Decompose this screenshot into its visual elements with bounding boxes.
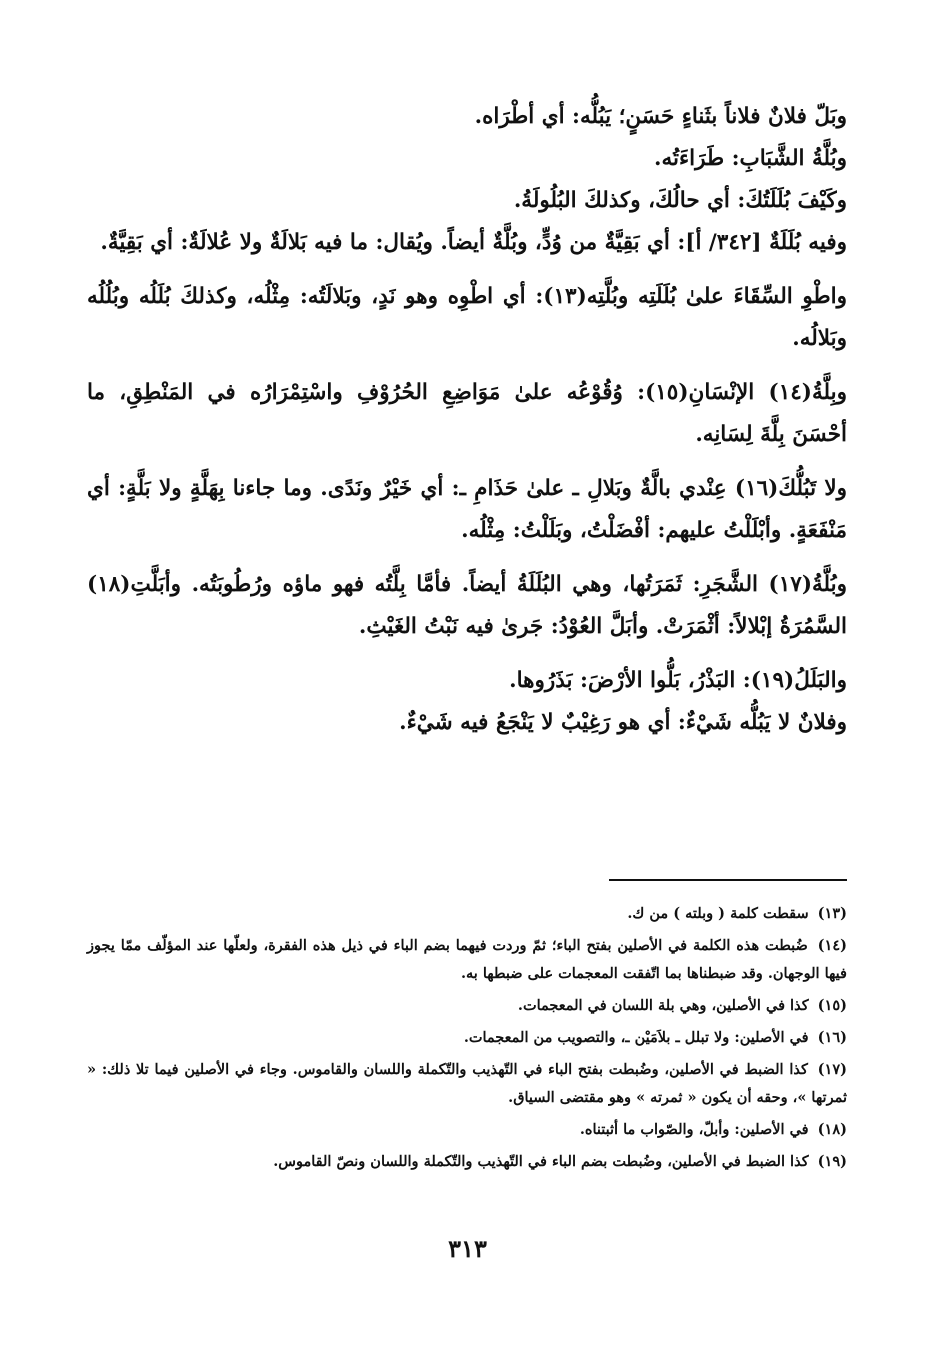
footnote-text: ضُبطت هذه الكلمة في الأصلين بفتح الباء؛ ثمّ وردت فيهما بضم الباء في ذيل هذه الفقرة، ولعلّها عند المؤلّف ممّا يجوز فيها الوجهان. وقد ضبطناها بما اتّفقت المعجمات على ضبطها به.	[87, 937, 847, 982]
footnote	[87, 1116, 847, 1144]
paragraph: وفيه بُلَلَةٌ [٣٤٢/ أ]: أي بَقِيَّةٌ من وُدٍّ، وبُلَّةٌ أيضاً. ويُقال: ما فيه بَلالَةٌ ولا عُلالَةٌ: أي بَقِيَّةٌ.	[100, 230, 847, 255]
footnote	[87, 1148, 847, 1176]
paragraph: وبِلَّةُ(١٤) الإنْسَانِ(١٥): وُقُوْعُه علىٰ مَوَاضِعِ الحُرُوْفِ واسْتِمْرَارُه في المَنْطِقِ، ما أحْسَنَ بِلَّةَ لِسَانِه.	[87, 380, 847, 447]
footnote-number: (١٤)	[817, 937, 847, 954]
footnote-divider	[609, 879, 847, 881]
footnote	[87, 900, 847, 928]
footnote-number: (١٦)	[817, 1029, 847, 1046]
footnote-text: في الأصلين: ولا تبلل ـ بلاَمَيْن ـ، والتصويب من المعجمات.	[463, 1029, 809, 1046]
footnote-number: (١٩)	[817, 1153, 847, 1170]
paragraph: والبَلَلُ(١٩): البَذْرُ، بَلُّوا الأرْضَ: بَذَرُوها.	[509, 668, 847, 693]
footnotes	[87, 900, 847, 1180]
footnote	[87, 1056, 847, 1112]
main-text	[87, 96, 847, 744]
footnote-text: سقطت كلمة ( وبلته ) من ك.	[627, 905, 809, 922]
footnote-number: (١٧)	[817, 1061, 847, 1078]
page-number: ٣١٣	[448, 1234, 487, 1263]
paragraph: واطْوِ السِّقَاءَ علىٰ بُلَلَتِه وبُلَّتِه(١٣): أي اطْوِه وهو نَدٍ، وبَلالَتُه: مِثْلُه، وكذلكَ بُلَلُه وبُلُلُه وبَلالُه.	[87, 284, 847, 351]
paragraph: وبَلّ فلانٌ فلاناً بثَناءٍ حَسَنٍ؛ يَبُلُّه: أي أطْرَاه.	[474, 104, 847, 129]
footnote	[87, 932, 847, 988]
paragraph: وبُلَّةُ الشَّبَابِ: طَرَاءَتُه.	[654, 146, 847, 171]
footnote-text: في الأصلين: وأبلّ، والصّواب ما أثبتناه.	[579, 1121, 809, 1138]
paragraph: وبُلَّةُ(١٧) الشَّجَرِ: ثَمَرَتُها، وهي البُلَلَةُ أيضاً. فأمَّا بِلَّتُه فهو ماؤه ورُطُوبَتُه. وأبَلَّتِ(١٨) السَّمُرَةُ إبْلالاً: أثْمَرَتْ. وأبَلَّ العُوْدُ: جَرىٰ فيه نَبْتُ الغَيْثِ.	[87, 572, 847, 639]
footnote-text: كذا الضبط في الأصلين، وضُبطت بفتح الباء في التّهذيب والتّكملة واللسان والقاموس. وجاء في الأصلين فيما تلا ذلك: « ثمرتها »، وحقه أن يكون « ثمرته » وهو مقتضى السياق.	[87, 1061, 847, 1106]
footnote-number: (١٣)	[817, 905, 847, 922]
paragraph: وفلانٌ لا يَبُلُّه شَيْءٌ: أي هو رَغِيْبٌ لا يَنْجَعُ فيه شَيْءٌ.	[399, 710, 847, 735]
paragraph: وكَيْفَ بُلَلَتُكَ: أي حالُكَ، وكذلكَ البُلُولَةُ.	[513, 188, 847, 213]
footnote	[87, 1024, 847, 1052]
footnote-number: (١٥)	[817, 997, 847, 1014]
paragraph: ولا تَبُلُّكَ(١٦) عِنْدي بالَّةٌ وبَلالِ ـ علىٰ حَذَامِ ـ: أي خَيْرٌ ونَدًى. وما جاءنا بِهَلَّةٍ ولا بَلَّةٍ: أي مَنْفَعَةٍ. وأبْلَلْتُ عليهم: أفْضَلْتُ، وبَلَلْتُ: مِثْلُه.	[87, 476, 848, 543]
footnote-number: (١٨)	[817, 1121, 847, 1138]
footnote-text: كذا في الأصلين، وهي بلة اللسان في المعجمات.	[517, 997, 809, 1014]
footnote-text: كذا الضبط في الأصلين، وضُبطت بضم الباء في التّهذيب والتّكملة واللسان ونصّ القاموس.	[273, 1153, 809, 1170]
footnote	[87, 992, 847, 1020]
